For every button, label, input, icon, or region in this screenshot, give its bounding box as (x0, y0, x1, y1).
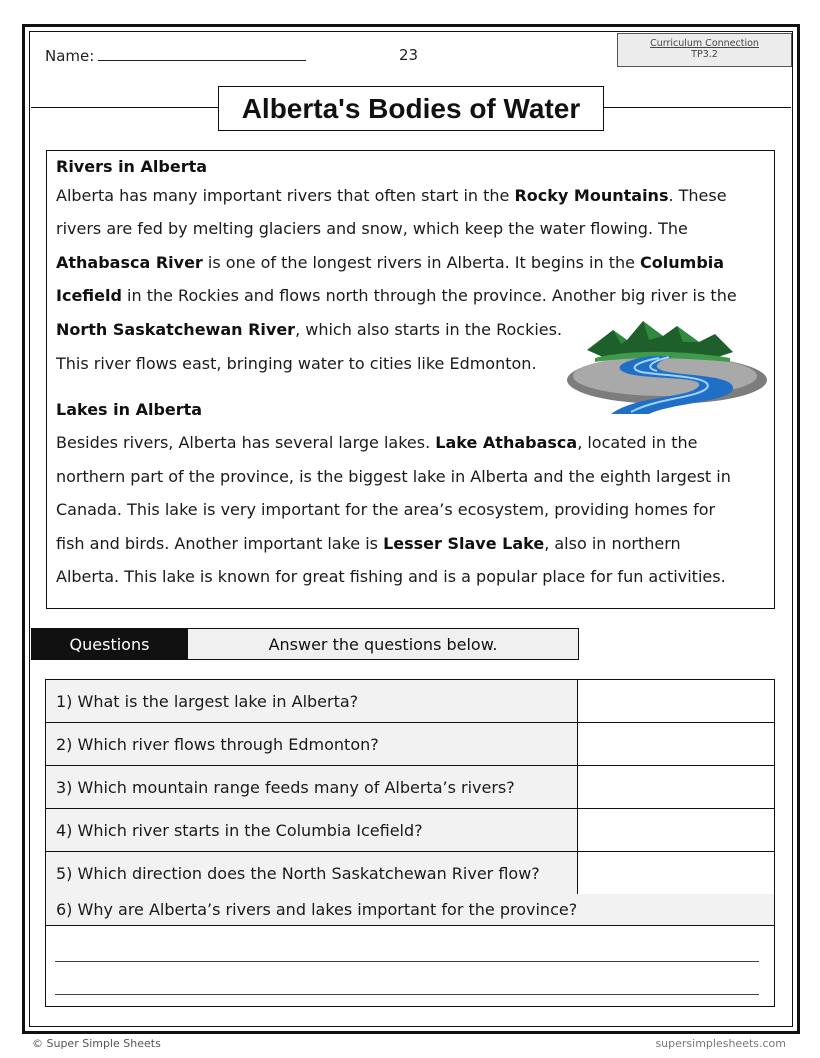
question-row-5 (46, 852, 774, 895)
questions-table (45, 679, 775, 1007)
rivers-line-4: Icefield in the Rockies and flows north through the province. Another big river is the (56, 286, 737, 305)
name-blank-line[interactable] (98, 46, 306, 61)
rivers-line-3: Athabasca River is one of the longest rivers in Alberta. It begins in the Columbia (56, 253, 725, 272)
title-box (218, 86, 604, 131)
lakes-heading: Lakes in Alberta (56, 400, 203, 419)
question-row-6: 6) Why are Alberta’s rivers and lakes important for the province? (46, 894, 774, 926)
question-text: 4) Which river starts in the Columbia Icefield? (46, 809, 578, 851)
rivers-line-1: Alberta has many important rivers that often start in the Rocky Mountains. These (56, 186, 727, 205)
question-text: 5) Which direction does the North Saskatchewan River flow? (46, 852, 578, 894)
question-row-1 (46, 680, 774, 723)
curriculum-title: Curriculum Connection (650, 38, 759, 49)
answer-line-1[interactable] (55, 961, 759, 962)
page-number: 23 (399, 46, 419, 64)
answer-line-2[interactable] (55, 994, 759, 995)
rivers-line-6: This river flows east, bringing water to cities like Edmonton. (56, 354, 537, 373)
question-row-3 (46, 766, 774, 809)
rivers-line-5: North Saskatchewan River, which also starts in the Rockies. (56, 320, 563, 339)
questions-instruction: Answer the questions below. (187, 628, 579, 660)
answer-cell-5[interactable] (578, 852, 774, 894)
name-field (45, 46, 306, 65)
footer-website: supersimplesheets.com (655, 1037, 786, 1050)
question-text: 2) Which river flows through Edmonton? (46, 723, 578, 765)
curriculum-code: TP3.2 (691, 49, 718, 60)
footer-copyright: © Super Simple Sheets (32, 1037, 161, 1050)
answer-cell-3[interactable] (578, 766, 774, 808)
lakes-line-2: northern part of the province, is the biggest lake in Alberta and the eighth largest in (56, 467, 731, 486)
answer-cell-4[interactable] (578, 809, 774, 851)
answer-cell-1[interactable] (578, 680, 774, 722)
rivers-heading: Rivers in Alberta (56, 157, 208, 176)
answer-cell-2[interactable] (578, 723, 774, 765)
lakes-line-4: fish and birds. Another important lake is Lesser Slave Lake, also in northern (56, 534, 681, 553)
name-label: Name: (45, 47, 95, 65)
question-row-4 (46, 809, 774, 852)
question-text: 1) What is the largest lake in Alberta? (46, 680, 578, 722)
questions-tab: Questions (31, 628, 188, 660)
river-mountains-icon (565, 318, 770, 418)
lakes-line-3: Canada. This lake is very important for the area’s ecosystem, providing homes for (56, 500, 716, 519)
curriculum-connection-box (617, 33, 792, 67)
question-row-2 (46, 723, 774, 766)
question-text: 3) Which mountain range feeds many of Alberta’s rivers? (46, 766, 578, 808)
lakes-line-1: Besides rivers, Alberta has several large lakes. Lake Athabasca, located in the (56, 433, 698, 452)
page-title: Alberta's Bodies of Water (241, 92, 581, 124)
rivers-line-2: rivers are fed by melting glaciers and snow, which keep the water flowing. The (56, 219, 688, 238)
lakes-line-5: Alberta. This lake is known for great fishing and is a popular place for fun activities. (56, 567, 726, 586)
